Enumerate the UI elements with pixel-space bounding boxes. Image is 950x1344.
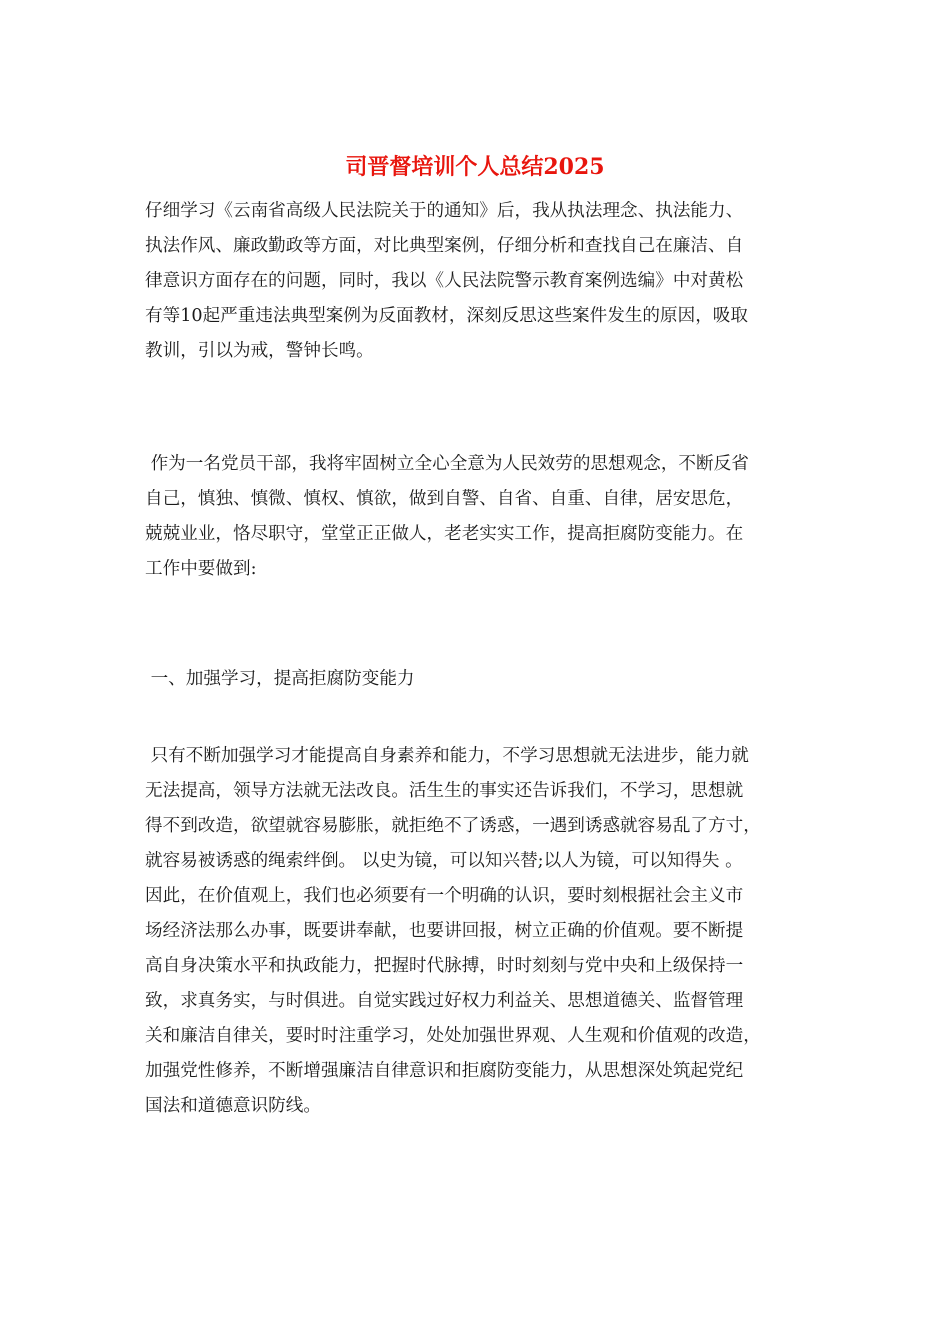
body-line: 仔细学习《云南省高级人民法院关于的通知》后，我从执法理念、执法能力、 [145, 201, 744, 221]
body-line: 工作中要做到: [145, 559, 257, 579]
body-line: 高自身决策水平和执政能力，把握时代脉搏，时时刻刻与党中央和上级保持一 [145, 956, 744, 976]
body-line: 律意识方面存在的问题，同时，我以《人民法院警示教育案例选编》中对黄松 [145, 271, 744, 291]
body-line: 自己，慎独、慎微、慎权、慎欲，做到自警、自省、自重、自律，居安思危， [145, 489, 744, 509]
body-line: 无法提高，领导方法就无法改良。活生生的事实还告诉我们，不学习，思想就 [145, 781, 744, 801]
body-line: 只有不断加强学习才能提高自身素养和能力，不学习思想就无法进步，能力就 [145, 746, 749, 766]
body-line: 致，求真务实，与时俱进。自觉实践过好权力利益关、思想道德关、监督管理 [145, 991, 744, 1011]
body-line: 作为一名党员干部，我将牢固树立全心全意为人民效劳的思想观念，不断反省 [145, 454, 749, 474]
body-line: 有等10起严重违法典型案例为反面教材，深刻反思这些案件发生的原因，吸取 [145, 306, 748, 326]
body-line: 国法和道德意识防线。 [145, 1096, 321, 1116]
body-line: 教训，引以为戒，警钟长鸣。 [145, 341, 374, 361]
document-title: 司晋督培训个人总结2025 [345, 154, 605, 180]
section-heading: 一、加强学习，提高拒腐防变能力 [145, 669, 415, 689]
body-line: 加强党性修养，不断增强廉洁自律意识和拒腐防变能力，从思想深处筑起党纪 [145, 1061, 744, 1081]
body-line: 得不到改造，欲望就容易膨胀，就拒绝不了诱惑，一遇到诱惑就容易乱了方寸， [145, 816, 761, 836]
body-line: 关和廉洁自律关，要时时注重学习，处处加强世界观、人生观和价值观的改造， [145, 1026, 761, 1046]
body-line: 执法作风、廉政勤政等方面，对比典型案例，仔细分析和查找自己在廉洁、自 [145, 236, 744, 256]
body-line: 场经济法那么办事，既要讲奉献，也要讲回报，树立正确的价值观。要不断提 [145, 921, 744, 941]
body-line: 兢兢业业，恪尽职守，堂堂正正做人，老老实实工作，提高拒腐防变能力。在 [145, 524, 744, 544]
body-line: 因此，在价值观上，我们也必须要有一个明确的认识，要时刻根据社会主义市 [145, 886, 744, 906]
body-line: 就容易被诱惑的绳索绊倒。 以史为镜，可以知兴替;以人为镜，可以知得失 。 [145, 851, 743, 871]
